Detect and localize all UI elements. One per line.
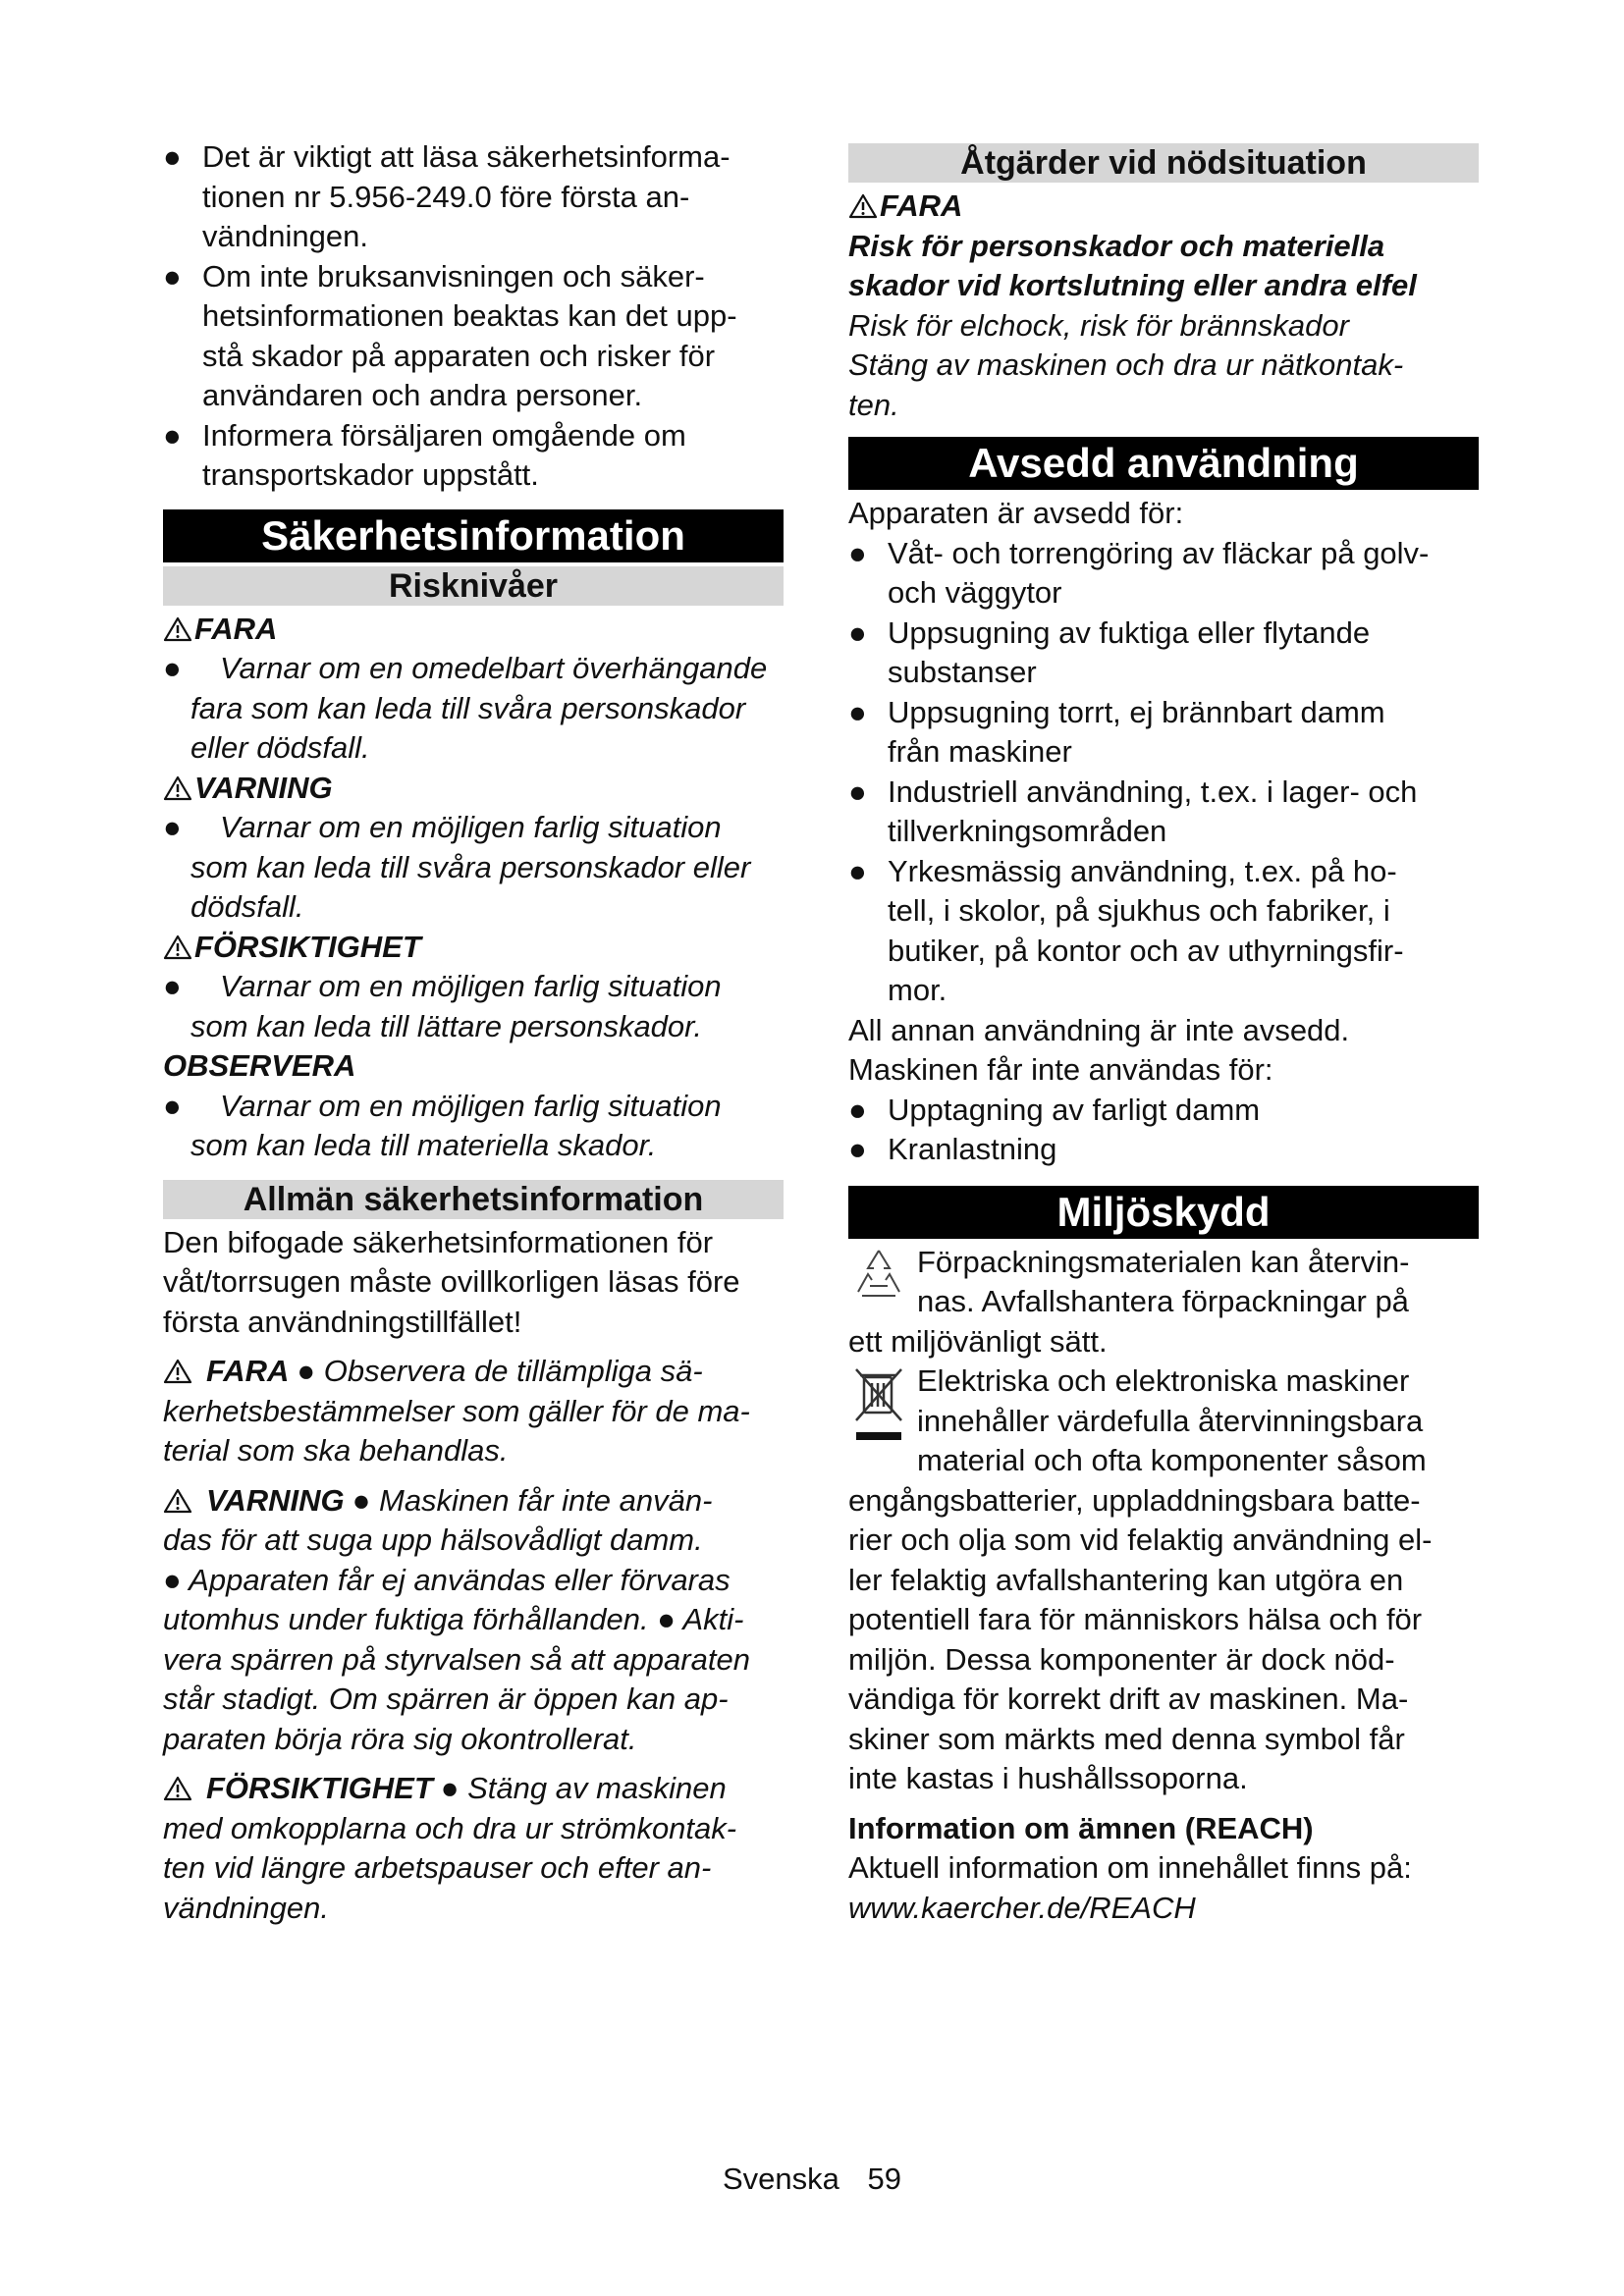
forbidden-intro: Maskinen får inte användas för: <box>848 1052 1273 1087</box>
risk-level-description <box>163 1087 784 1166</box>
emergency-warning-label <box>848 187 1479 227</box>
list-item <box>848 614 1479 693</box>
warning-text: ● Stäng av maskinen <box>440 1771 727 1805</box>
text-line: från maskiner <box>888 734 1072 769</box>
text-line: och väggytor <box>888 575 1062 610</box>
list-item <box>163 137 784 257</box>
list-item-text <box>202 416 784 496</box>
text-line: Yrkesmässig användning, t.ex. på ho- <box>888 853 1397 888</box>
risk-level-label <box>163 610 784 650</box>
risk-level-label-text: FARA <box>194 611 278 646</box>
list-item <box>848 852 1479 1011</box>
text-line: hetsinformationen beaktas kan det upp- <box>202 298 737 333</box>
list-item <box>848 1130 1479 1170</box>
text-line: våt/torrsugen måste ovillkorligen läsas före <box>163 1264 740 1299</box>
text-line: ett miljövänligt sätt. <box>848 1323 1108 1359</box>
text-line: nas. Avfallshantera förpackningar på <box>917 1284 1409 1318</box>
subheading-risk-levels: Risknivåer <box>163 566 784 606</box>
text-line: potentiell fara för människors hälsa och för <box>848 1602 1423 1636</box>
text-line: vera spärren på styrvalsen så att apparaten <box>163 1641 750 1677</box>
weee-text <box>848 1362 1479 1799</box>
text-line: ler felaktig avfallshantering kan utgöra en <box>848 1562 1404 1597</box>
text-line: Stäng av maskinen och dra ur nätkontak- <box>848 347 1404 382</box>
text-line: Våt- och torrengöring av fläckar på golv- <box>888 535 1430 570</box>
text-line: butiker, på kontor och av uthyrningsfir- <box>888 933 1404 968</box>
text-line: mor. <box>888 973 947 1007</box>
risk-level-label-text: VARNING <box>194 770 333 805</box>
footer-page-number: 59 <box>867 2162 901 2196</box>
bullet-icon: ● <box>848 614 867 650</box>
text-line: som kan leda till lättare personskador. <box>190 1008 702 1043</box>
warning-triangle-icon <box>163 775 192 801</box>
text-line: Varnar om en möjligen farlig situation <box>220 810 722 844</box>
general-fara-block <box>163 1352 784 1471</box>
bullet-icon: ● <box>163 417 182 453</box>
left-column <box>163 137 784 1928</box>
text-line: med omkopplarna och dra ur strömkontak- <box>163 1810 737 1845</box>
text-line: material och ofta komponenter såsom <box>917 1443 1427 1477</box>
text-line: miljön. Dessa komponenter är dock nöd- <box>848 1641 1395 1677</box>
text-line: tionen nr 5.956-249.0 före första an- <box>202 179 690 214</box>
text-line: inte kastas i hushållssoporna. <box>848 1761 1248 1795</box>
list-item-text <box>888 852 1479 1011</box>
text-line: Industriell användning, t.ex. i lager- och <box>888 774 1418 809</box>
list-item <box>848 693 1479 773</box>
list-item-text <box>202 137 784 257</box>
text-line: som kan leda till materiella skador. <box>190 1128 657 1162</box>
warning-triangle-icon <box>848 193 878 219</box>
not-intended-text: All annan användning är inte avsedd. <box>848 1012 1350 1047</box>
general-varning-block <box>163 1481 784 1760</box>
right-column <box>848 137 1479 1928</box>
text-line: Kranlastning <box>888 1132 1057 1166</box>
text-line: Uppsugning torrt, ej brännbart damm <box>888 694 1385 729</box>
text-line: paraten börja röra sig okontrollerat. <box>163 1721 637 1756</box>
warning-label: FÖRSIKTIGHET <box>206 1771 433 1805</box>
reach-url: www.kaercher.de/REACH <box>848 1890 1196 1925</box>
bullet-icon: ● <box>848 853 867 888</box>
recycle-block <box>848 1243 1479 1362</box>
list-item-text <box>888 693 1479 773</box>
list-item-text <box>202 257 784 416</box>
footer-language: Svenska <box>722 2162 839 2196</box>
recycle-text <box>848 1243 1479 1362</box>
text-line: eller dödsfall. <box>190 730 370 765</box>
text-line: transportskador uppstått. <box>202 457 539 492</box>
intended-intro: Apparaten är avsedd för: <box>848 496 1184 530</box>
risk-level-label-text: FÖRSIKTIGHET <box>194 929 421 964</box>
list-item-text <box>888 1130 1479 1170</box>
risk-level-label <box>163 928 784 968</box>
text-line: Den bifogade säkerhetsinformationen för <box>163 1224 714 1259</box>
text-line: Upptagning av farligt damm <box>888 1092 1261 1127</box>
list-item-text <box>888 534 1479 614</box>
bullet-icon: ● <box>848 694 867 729</box>
warning-text: ● Observera de tillämpliga sä- <box>297 1354 703 1388</box>
list-item-text <box>888 773 1479 852</box>
page-footer <box>0 2160 1624 2200</box>
text-line: Om inte bruksanvisningen och säker- <box>202 258 705 294</box>
text-line: Förpackningsmaterialen kan återvin- <box>917 1244 1410 1279</box>
risk-level-description <box>163 967 784 1046</box>
bullet-icon: ● <box>163 969 182 1003</box>
bullet-icon: ● <box>163 1088 182 1123</box>
bullet-icon: ● <box>163 810 182 844</box>
emergency-text <box>848 306 1479 426</box>
bullet-icon: ● <box>163 258 182 294</box>
text-line: vändiga för korrekt drift av maskinen. Ma- <box>848 1682 1409 1716</box>
text-line: ● Apparaten får ej användas eller förvaras <box>163 1562 731 1597</box>
emergency-label-text: FARA <box>880 188 963 223</box>
list-item <box>163 416 784 496</box>
warning-label: VARNING <box>206 1482 345 1518</box>
subheading-emergency: Åtgärder vid nödsituation <box>848 143 1479 183</box>
bullet-icon: ● <box>848 535 867 570</box>
text-line: Risk för personskador och materiella <box>848 228 1385 263</box>
text-line: utomhus under fuktiga förhållanden. ● Akti- <box>163 1602 744 1636</box>
emergency-bold-text <box>848 227 1479 306</box>
crossed-bin-icon <box>848 1362 909 1461</box>
intended-bullets <box>848 534 1479 1011</box>
text-line: Risk för elchock, risk för brännskador <box>848 307 1349 343</box>
risk-level-description <box>163 808 784 928</box>
section-title-environment: Miljöskydd <box>848 1186 1479 1239</box>
text-line: innehåller värdefulla återvinningsbara <box>917 1403 1424 1438</box>
text-line: Det är viktigt att läsa säkerhetsinforma- <box>202 139 731 174</box>
risk-levels <box>163 610 784 1166</box>
text-line: Varnar om en möjligen farlig situation <box>220 1088 722 1123</box>
text-line: Informera försäljaren omgående om <box>202 417 686 453</box>
list-item-text <box>888 614 1479 693</box>
recycle-icon <box>848 1243 909 1314</box>
bullet-icon: ● <box>163 139 182 174</box>
general-forsiktighet-block <box>163 1769 784 1928</box>
list-item <box>848 534 1479 614</box>
list-item-text <box>888 1091 1479 1131</box>
text-line <box>163 1352 784 1392</box>
text-line: ten. <box>848 387 899 422</box>
text-line: skador vid kortslutning eller andra elfel <box>848 268 1417 302</box>
text-line: tillverkningsområden <box>888 814 1167 848</box>
warning-triangle-icon <box>163 934 192 960</box>
bullet-icon: ● <box>848 774 867 809</box>
list-item <box>848 1091 1479 1131</box>
risk-level-text <box>190 967 784 1046</box>
text-line: första användningstillfället! <box>163 1304 522 1339</box>
text-line: vändningen. <box>163 1890 329 1925</box>
warning-triangle-icon <box>163 1359 192 1384</box>
text-line: kerhetsbestämmelser som gäller för de ma- <box>163 1393 750 1428</box>
list-item <box>163 257 784 416</box>
bullet-icon: ● <box>848 1132 867 1166</box>
text-line: engångsbatterier, uppladdningsbara batte- <box>848 1482 1421 1518</box>
warning-triangle-icon <box>163 616 192 642</box>
intro-bullets <box>163 137 784 496</box>
text-line: fara som kan leda till svåra personskador <box>190 690 746 725</box>
text-line <box>163 1769 784 1809</box>
weee-block <box>848 1362 1479 1799</box>
forbidden-bullets <box>848 1091 1479 1170</box>
risk-level-text <box>190 1087 784 1166</box>
text-line: stå skador på apparaten och risker för <box>202 338 716 373</box>
text-line: Varnar om en omedelbart överhängande <box>220 651 768 685</box>
warning-triangle-icon <box>163 1776 192 1801</box>
risk-level-text <box>190 649 784 769</box>
risk-level-description <box>163 649 784 769</box>
risk-level-label <box>163 1046 784 1087</box>
text-line: Uppsugning av fuktiga eller flytande <box>888 614 1371 650</box>
bullet-icon: ● <box>848 1092 867 1127</box>
text-line: substanser <box>888 655 1037 689</box>
subheading-general-safety: Allmän säkerhetsinformation <box>163 1180 784 1219</box>
warning-text: ● Maskinen får inte använ- <box>352 1482 713 1518</box>
reach-text: Aktuell information om innehållet finns på: <box>848 1850 1412 1885</box>
text-line: ten vid längre arbetspauser och efter an- <box>163 1850 712 1885</box>
text-line: rier och olja som vid felaktig användning el- <box>848 1522 1433 1557</box>
text-line: dödsfall. <box>190 889 304 924</box>
general-intro <box>163 1223 784 1343</box>
text-line: das för att suga upp hälsovådligt damm. <box>163 1522 703 1557</box>
warning-label: FARA <box>206 1354 290 1388</box>
text-line: användaren och andra personer. <box>202 378 643 412</box>
text-line: Varnar om en möjligen farlig situation <box>220 969 722 1003</box>
text-line: står stadigt. Om spärren är öppen kan ap- <box>163 1682 729 1716</box>
text-line: Elektriska och elektroniska maskiner <box>917 1363 1410 1398</box>
risk-level-label <box>163 769 784 809</box>
section-title-intended-use: Avsedd användning <box>848 437 1479 490</box>
reach-heading: Information om ämnen (REACH) <box>848 1810 1314 1845</box>
text-line: terial som ska behandlas. <box>163 1433 509 1468</box>
text-line: skiner som märkts med denna symbol får <box>848 1721 1405 1756</box>
text-line: vändningen. <box>202 219 368 253</box>
list-item <box>848 773 1479 852</box>
risk-level-text <box>190 808 784 928</box>
bullet-icon: ● <box>163 651 182 685</box>
text-line: som kan leda till svåra personskador eller <box>190 849 751 884</box>
section-title-safety: Säkerhetsinformation <box>163 509 784 562</box>
risk-level-label-text: OBSERVERA <box>163 1048 356 1083</box>
text-line <box>163 1481 784 1522</box>
text-line: tell, i skolor, på sjukhus och fabriker, i <box>888 893 1390 928</box>
warning-triangle-icon <box>163 1488 192 1514</box>
